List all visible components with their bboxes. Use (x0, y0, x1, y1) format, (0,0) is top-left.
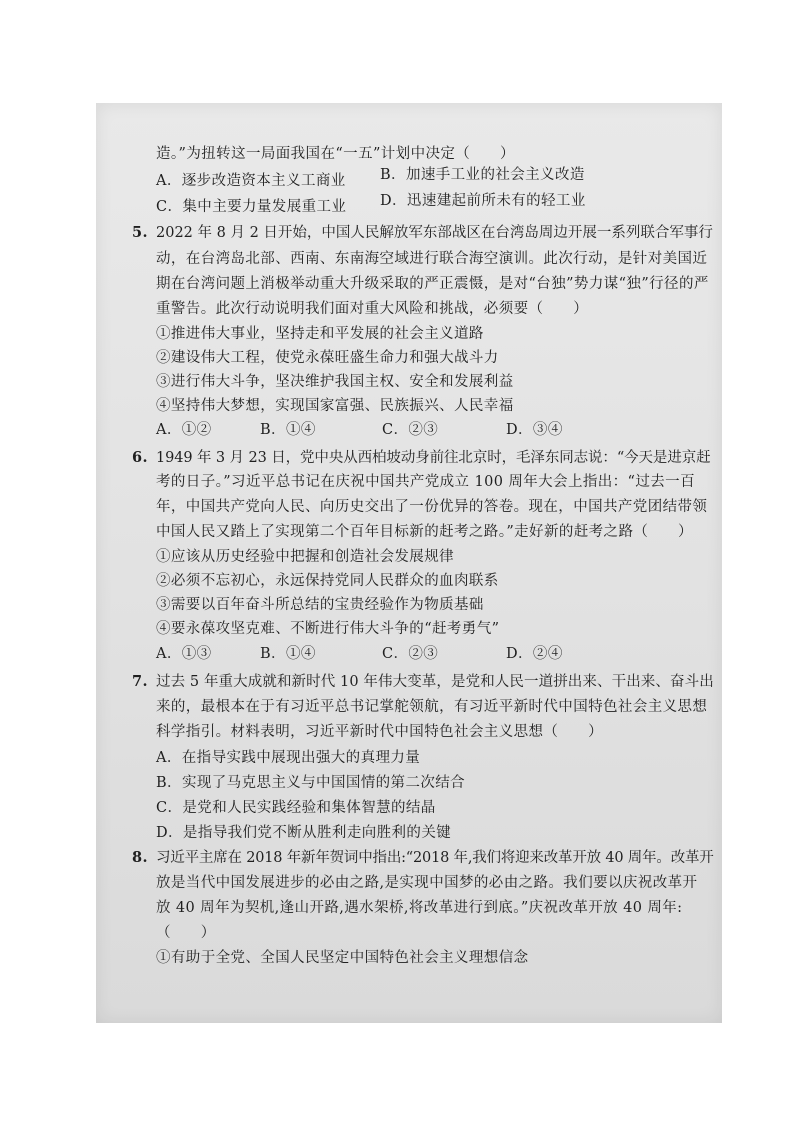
q4-option-b: B．加速手工业的社会主义改造 (380, 167, 585, 183)
q5-option-a: A．①② (156, 422, 212, 438)
q6-option-b: B．①④ (260, 646, 316, 662)
q6-statement: ④要永葆攻坚克难、不断进行伟大斗争的“赶考勇气” (156, 621, 500, 637)
q7-option-a: A．在指导实践中展现出强大的真理力量 (156, 750, 421, 766)
q6-stem-line: 年，中国共产党向人民、向历史交出了一份优异的答卷。现在，中国共产党团结带领 (156, 499, 708, 515)
q6-option-c: C．②③ (382, 646, 439, 662)
q6-stem-line: 1949 年 3 月 23 日，党中央从西柏坡动身前往北京时，毛泽东同志说：“今天是进京赶 (156, 450, 711, 466)
q4-option-c: C．集中主要力量发展重工业 (156, 199, 347, 215)
q7-stem-line: 科学指引。材料表明，习近平新时代中国特色社会主义思想（ ） (156, 724, 603, 740)
q7-option-b: B．实现了马克思主义与中国国情的第二次结合 (156, 775, 466, 791)
q7-stem-line: 过去 5 年重大成就和新时代 10 年伟大变革，是党和人民一道拼出来、干出来、奋斗出 (156, 674, 714, 690)
q5-stem-line: 重警告。此次行动说明我们面对重大风险和挑战，必须要（ ） (156, 301, 589, 317)
q6-stem-line: 考的日子。”习近平总书记在庆祝中国共产党成立 100 周年大会上指出：“过去一百 (156, 474, 695, 490)
q7-option-d: D．是指导我们党不断从胜利走向胜利的关键 (156, 825, 452, 841)
q5-stem-line: 2022 年 8 月 2 日开始，中国人民解放军东部战区在台湾岛周边开展一系列联合军事行 (156, 225, 713, 241)
q5-statement: ①推进伟大事业，坚持走和平发展的社会主义道路 (156, 326, 484, 342)
q6-option-a: A．①③ (156, 646, 212, 662)
q5-statement: ②建设伟大工程，使党永葆旺盛生命力和强大战斗力 (156, 350, 499, 366)
q7-option-c: C．是党和人民实践经验和集体智慧的结晶 (156, 800, 436, 816)
q6-statement: ②必须不忘初心，永远保持党同人民群众的血肉联系 (156, 573, 499, 589)
q6-option-d: D．②④ (506, 646, 563, 662)
q5-statement: ④坚持伟大梦想，实现国家富强、民族振兴、人民幸福 (156, 398, 514, 414)
q8-stem-line: （ ） (156, 925, 216, 941)
q5-statement: ③进行伟大斗争，坚决维护我国主权、安全和发展利益 (156, 374, 514, 390)
q7-stem-line: 来的，最根本在于有习近平总书记掌舵领航，有习近平新时代中国特色社会主义思想 (156, 699, 708, 715)
q5-number: 5. (132, 224, 148, 241)
q5-option-c: C．②③ (382, 422, 439, 438)
q6-statement: ①应该从历史经验中把握和创造社会发展规律 (156, 549, 454, 565)
q6-statement: ③需要以百年奋斗所总结的宝贵经验作为物质基础 (156, 597, 484, 613)
q5-stem-line: 期在台湾问题上消极举动重大升级采取的严正震慑，是对“台独”势力谋“独”行径的严 (156, 276, 709, 292)
q6-stem-line: 中国人民又踏上了实现第二个百年目标新的赶考之路。”走好新的赶考之路（ ） (156, 524, 693, 540)
bleed-through (636, 131, 648, 148)
q5-option-d: D．③④ (506, 422, 563, 438)
q8-stem-line: 习近平主席在 2018 年新年贺词中指出:“2018 年,我们将迎来改革开放 40 周年。改革开 (156, 850, 714, 866)
q4-option-d: D．迅速建起前所未有的轻工业 (380, 193, 586, 209)
q8-stem-line: 放 40 周年为契机,逢山开路,遇水架桥,将改革进行到底。”庆祝改革开放 40 周年: (156, 900, 683, 916)
q8-statement: ①有助于全党、全国人民坚定中国特色社会主义理想信念 (156, 950, 529, 966)
exam-page (96, 103, 722, 1023)
q6-number: 6. (132, 449, 148, 466)
q8-stem-line: 放是当代中国发展进步的必由之路,是实现中国梦的必由之路。我们要以庆祝改革开 (156, 875, 698, 891)
q4-continuation: 造。”为扭转这一局面我国在“一五”计划中决定（ ） (156, 146, 515, 162)
q5-stem-line: 动，在台湾岛北部、西南、东南海空域进行联合海空演训。此次行动，是针对美国近 (156, 251, 708, 267)
q7-number: 7. (132, 673, 148, 690)
q5-option-b: B．①④ (260, 422, 316, 438)
q4-option-a: A．逐步改造资本主义工商业 (156, 173, 346, 189)
q8-number: 8. (132, 849, 148, 866)
